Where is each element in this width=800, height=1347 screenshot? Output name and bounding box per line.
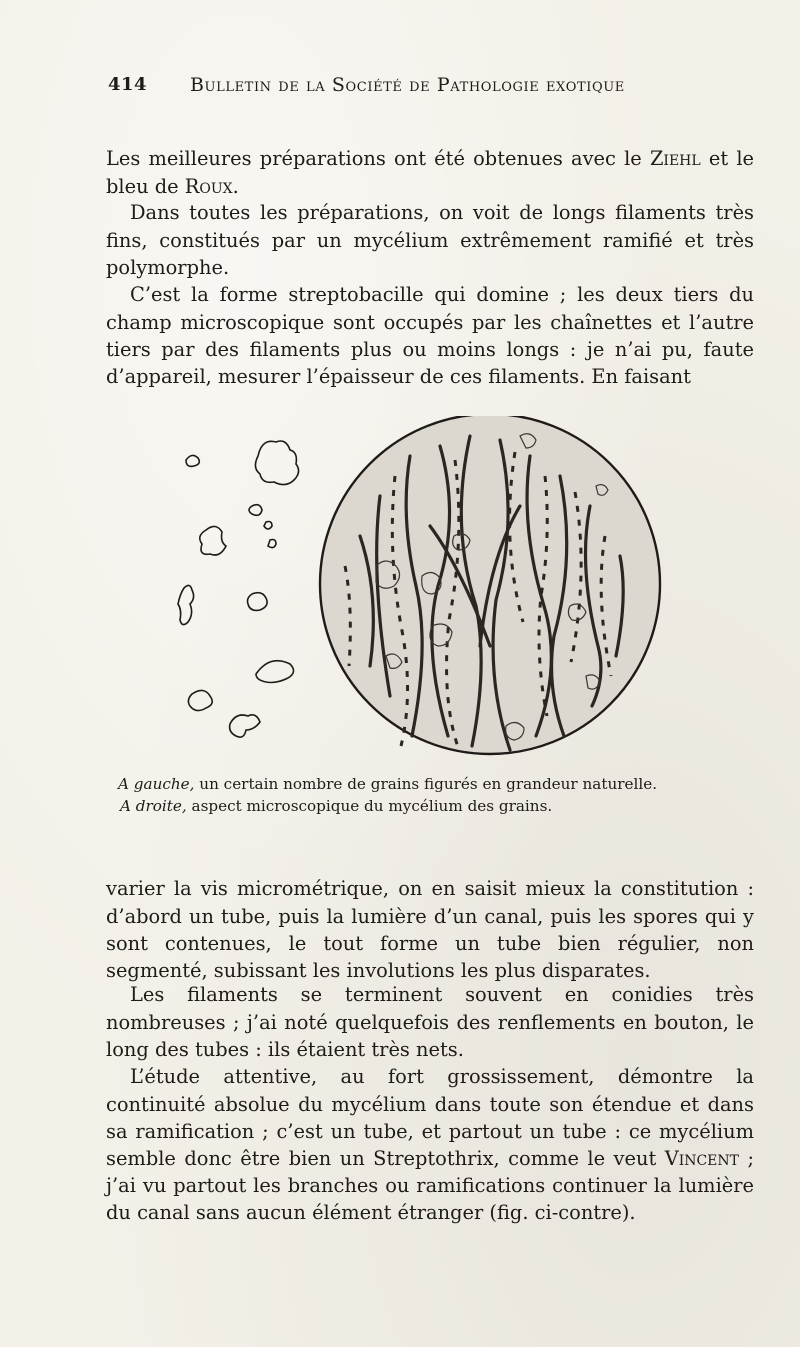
- figure-caption: [118, 773, 758, 817]
- grain-shape: [200, 526, 226, 555]
- caption-line-1-label: A gauche,: [118, 775, 195, 793]
- paragraph-1-part-c: .: [232, 174, 239, 198]
- caption-line-1: [118, 773, 758, 795]
- paragraph-6-part-a: L’étude attentive, au fort grossissement, démontre la continuité absolue du mycélium dans toute son étendue et dans sa ramification ; c’est un tube, et partout un tube : ce mycélium semble donc être bien un Streptothrix, comme le veut: [106, 1065, 754, 1170]
- paragraph-1-part-a: Les meilleures préparations ont été obtenues avec le: [106, 147, 650, 171]
- paragraph-1-part-b: et le bleu de: [106, 147, 754, 198]
- grain-shape: [255, 441, 298, 485]
- grain-shape: [264, 522, 272, 530]
- journal-title: Bulletin de la Société de Pathologie exotique: [190, 74, 625, 96]
- grain-shape: [178, 585, 194, 624]
- caption-line-2: [118, 795, 758, 817]
- paragraph-1: [106, 145, 754, 199]
- paragraph-4: varier la vis micrométrique, on en saisit mieux la constitution : d’abord un tube, puis la lumière d’un canal, puis les spores qui y sont contenues, le tout forme un tube bien régulier, non segmenté, subissant les involutions les plus disparates.: [106, 877, 754, 982]
- grain-shape: [248, 593, 268, 611]
- paragraph-6-part-b: ; j’ai vu partout les branches ou ramifications continuer la lumière du canal sans aucun élément étranger (fig. ci-contre).: [106, 1147, 754, 1225]
- page-number: 414: [108, 74, 148, 95]
- grain-shape: [186, 455, 199, 466]
- grain-shape: [268, 540, 276, 548]
- grain-shape: [256, 661, 294, 683]
- grains-illustration: [178, 441, 299, 737]
- paragraph-6: [106, 1063, 754, 1226]
- author-name-roux: Roux: [184, 174, 233, 198]
- caption-line-2-label: A droite,: [120, 797, 187, 815]
- grain-shape: [230, 715, 260, 737]
- grain-shape: [188, 690, 212, 710]
- microscope-field: [320, 416, 660, 754]
- author-name-ziehl: Ziehl: [649, 147, 701, 171]
- running-head: [108, 74, 758, 102]
- grain-shape: [249, 505, 262, 516]
- caption-line-1-text: un certain nombre de grains figurés en grandeur naturelle.: [194, 775, 658, 793]
- paragraph-5: Les filaments se terminent souvent en conidies très nombreuses ; j’ai noté quelquefois des renflements en bouton, le long des tubes : ils étaient très nets.: [106, 983, 754, 1061]
- figure-grains-and-mycelium: [170, 416, 670, 766]
- paragraph-2: Dans toutes les préparations, on voit de longs filaments très fins, constitués par un mycélium extrêmement ramifié et très polymorphe.: [106, 201, 754, 279]
- author-name-vincent: Vincent: [664, 1147, 739, 1170]
- paragraph-3: C’est la forme streptobacille qui domine ; les deux tiers du champ microscopique sont occupés par les chaînettes et l’autre tiers par des filaments plus ou moins longs : je n’ai pu, faute d’appareil, mesurer l’épaisseur de ces filaments. En faisant: [106, 283, 754, 388]
- caption-line-2-text: aspect microscopique du mycélium des grains.: [186, 797, 553, 815]
